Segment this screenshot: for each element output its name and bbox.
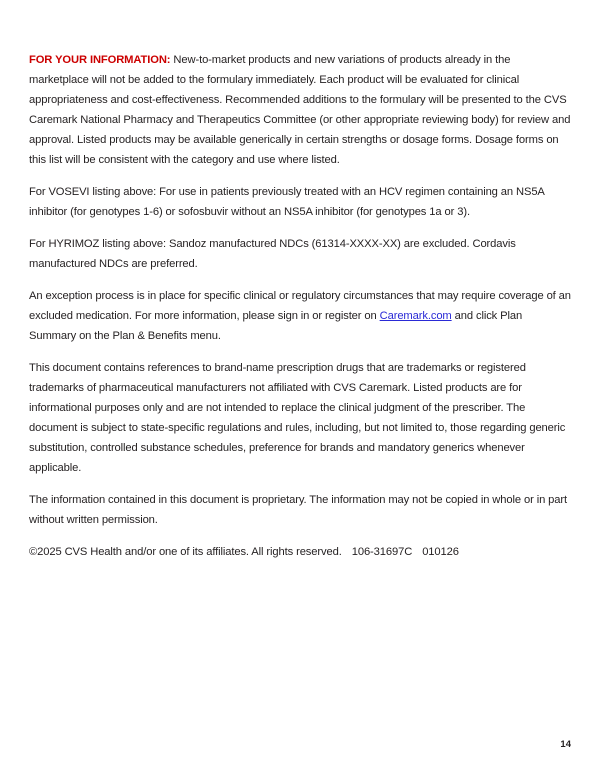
proprietary-notice-paragraph: The information contained in this document is proprietary. The information may not be copied in whole or in part without written permission. bbox=[29, 494, 568, 526]
copyright-text: ©2025 CVS Health and/or one of its affiliates. All rights reserved. bbox=[29, 546, 342, 558]
copyright-paragraph bbox=[29, 542, 571, 562]
document-code: 106-31697C bbox=[351, 546, 413, 558]
trademark-disclaimer-paragraph: This document contains references to brand-name prescription drugs that are trademarks or registered trademarks of pharmaceutical manufacturers not affiliated with CVS Caremark. Listed products are for informational purposes only and are not intended to replace the clinical judgment of the prescriber. The document is subject to state-specific regulations and rules, including, but not limited to, those regarding generic substitution, controlled substance schedules, preference for brands and mandatory generics whenever applicable. bbox=[29, 362, 566, 474]
revision-code: 010126 bbox=[422, 546, 459, 558]
exception-text-after-link: and click Plan Summary on the Plan & Benefits menu. bbox=[29, 310, 523, 342]
hyrimoz-note-paragraph: For HYRIMOZ listing above: Sandoz manufactured NDCs (61314-XXXX-XX) are excluded. Cordavis manufactured NDCs are preferred. bbox=[29, 238, 516, 270]
caremark-com-link[interactable]: Caremark.com bbox=[379, 310, 452, 322]
for-your-information-label: FOR YOUR INFORMATION: bbox=[29, 54, 171, 66]
vosevi-note-paragraph: For VOSEVI listing above: For use in patients previously treated with an HCV regimen containing an NS5A inhibitor (for genotypes 1-6) or sofosbuvir without an NS5A inhibitor (for genotypes 1a or 3). bbox=[29, 186, 545, 218]
for-your-information-text: New-to-market products and new variations of products already in the marketplace will not be added to the formulary immediately. Each product will be evaluated for clinical appropriateness and cost-effectiveness. Recommended additions to the formulary will be presented to the CVS Caremark National Pharmacy and Therapeutics Committee (or other appropriate reviewing body) for review and approval. Listed products may be available generically in certain strengths or dosage forms. Dosage forms on this list will be consistent with the category and use where listed. bbox=[29, 54, 571, 166]
for-your-information-paragraph bbox=[29, 50, 571, 170]
document-body bbox=[29, 50, 571, 562]
page-number: 14 bbox=[560, 739, 571, 750]
exception-text-before-link: An exception process is in place for specific clinical or regulatory circumstances that may require coverage of an excluded medication. For more information, please sign in or register on bbox=[29, 290, 571, 322]
exception-process-paragraph bbox=[29, 286, 571, 346]
